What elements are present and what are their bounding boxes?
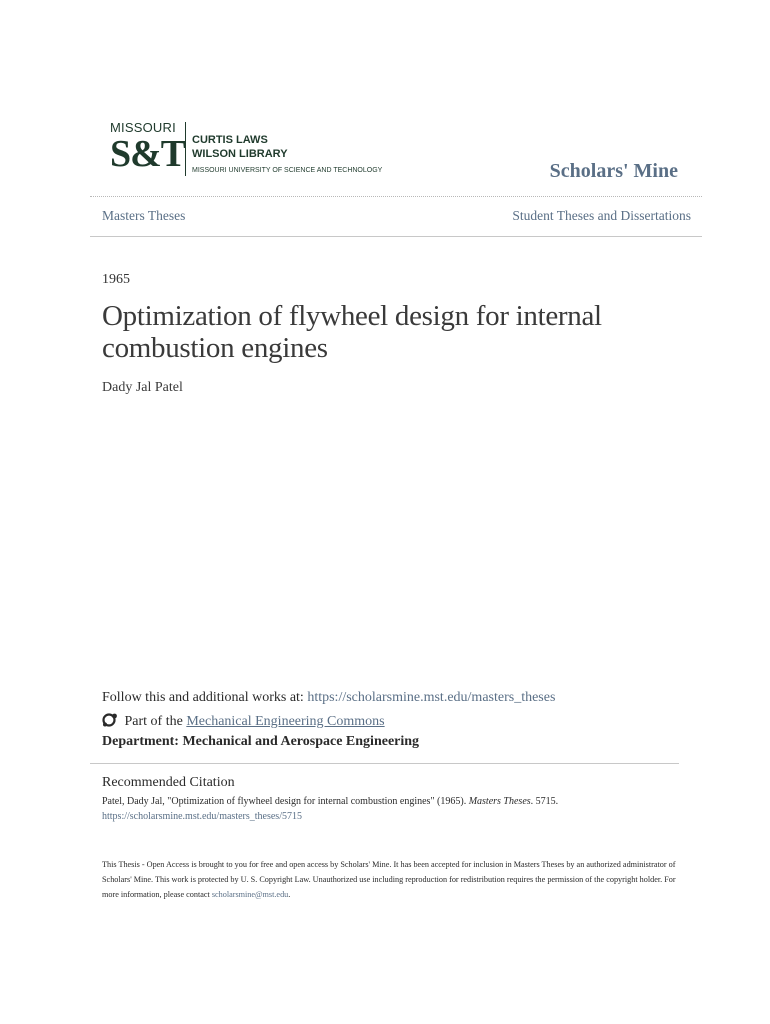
breadcrumb-masters-theses[interactable]: Masters Theses [102, 208, 186, 223]
library-logo [110, 120, 383, 180]
commons-icon [102, 713, 118, 727]
document-author: Dady Jal Patel [102, 380, 183, 395]
license-end: . [288, 890, 291, 899]
follow-url-link[interactable]: https://scholarsmine.mst.edu/masters_theses [307, 690, 556, 705]
library-name-line1: CURTIS LAWS [192, 134, 268, 146]
logo-missouri-text: MISSOURI [110, 120, 176, 135]
university-name: MISSOURI UNIVERSITY OF SCIENCE AND TECHNOLOGY [192, 167, 383, 174]
follow-line [102, 690, 555, 706]
logo-st-mark: S&T [110, 133, 186, 175]
citation-prefix: Patel, Dady Jal, "Optimization of flywheel design for internal combustion engines" (1965). [102, 796, 467, 807]
publication-year: 1965 [102, 272, 130, 287]
mechanical-engineering-commons-link[interactable]: Mechanical Engineering Commons [186, 714, 385, 729]
citation-journal: Masters Theses [468, 796, 531, 807]
breadcrumb-divider [90, 236, 702, 237]
logo-divider [185, 122, 186, 176]
breadcrumb-student-theses[interactable]: Student Theses and Dissertations [512, 208, 691, 223]
document-title: Optimization of flywheel design for internal combustion engines [102, 300, 602, 364]
follow-prefix: Follow this and additional works at: [102, 690, 304, 705]
header-divider [90, 196, 702, 197]
citation-divider [90, 763, 679, 764]
license-notice [102, 857, 682, 902]
license-text: This Thesis - Open Access is brought to you for free and open access by Scholars' Mine. It has been accepted for inclusion in Masters Theses by an authorized administrator of Scholars' Mine. This work is protected by U. S. Copyright Law. Unauthorized use including reproduction for redistribution requires the permission of the copyright holder. For more information, please contact [102, 860, 676, 899]
citation-text [102, 796, 558, 807]
citation-url-link[interactable]: https://scholarsmine.mst.edu/masters_theses/5715 [102, 811, 302, 822]
citation-heading: Recommended Citation [102, 775, 235, 790]
department-line: Department: Mechanical and Aerospace Engineering [102, 734, 420, 749]
library-name-line2: WILSON LIBRARY [192, 148, 288, 160]
citation-suffix: . 5715. [530, 796, 559, 807]
scholars-mine-brand[interactable]: Scholars' Mine [549, 160, 678, 182]
part-of-prefix: Part of the [124, 714, 183, 729]
contact-email-link[interactable]: scholarsmine@mst.edu [211, 890, 289, 899]
part-of-line [102, 713, 385, 730]
